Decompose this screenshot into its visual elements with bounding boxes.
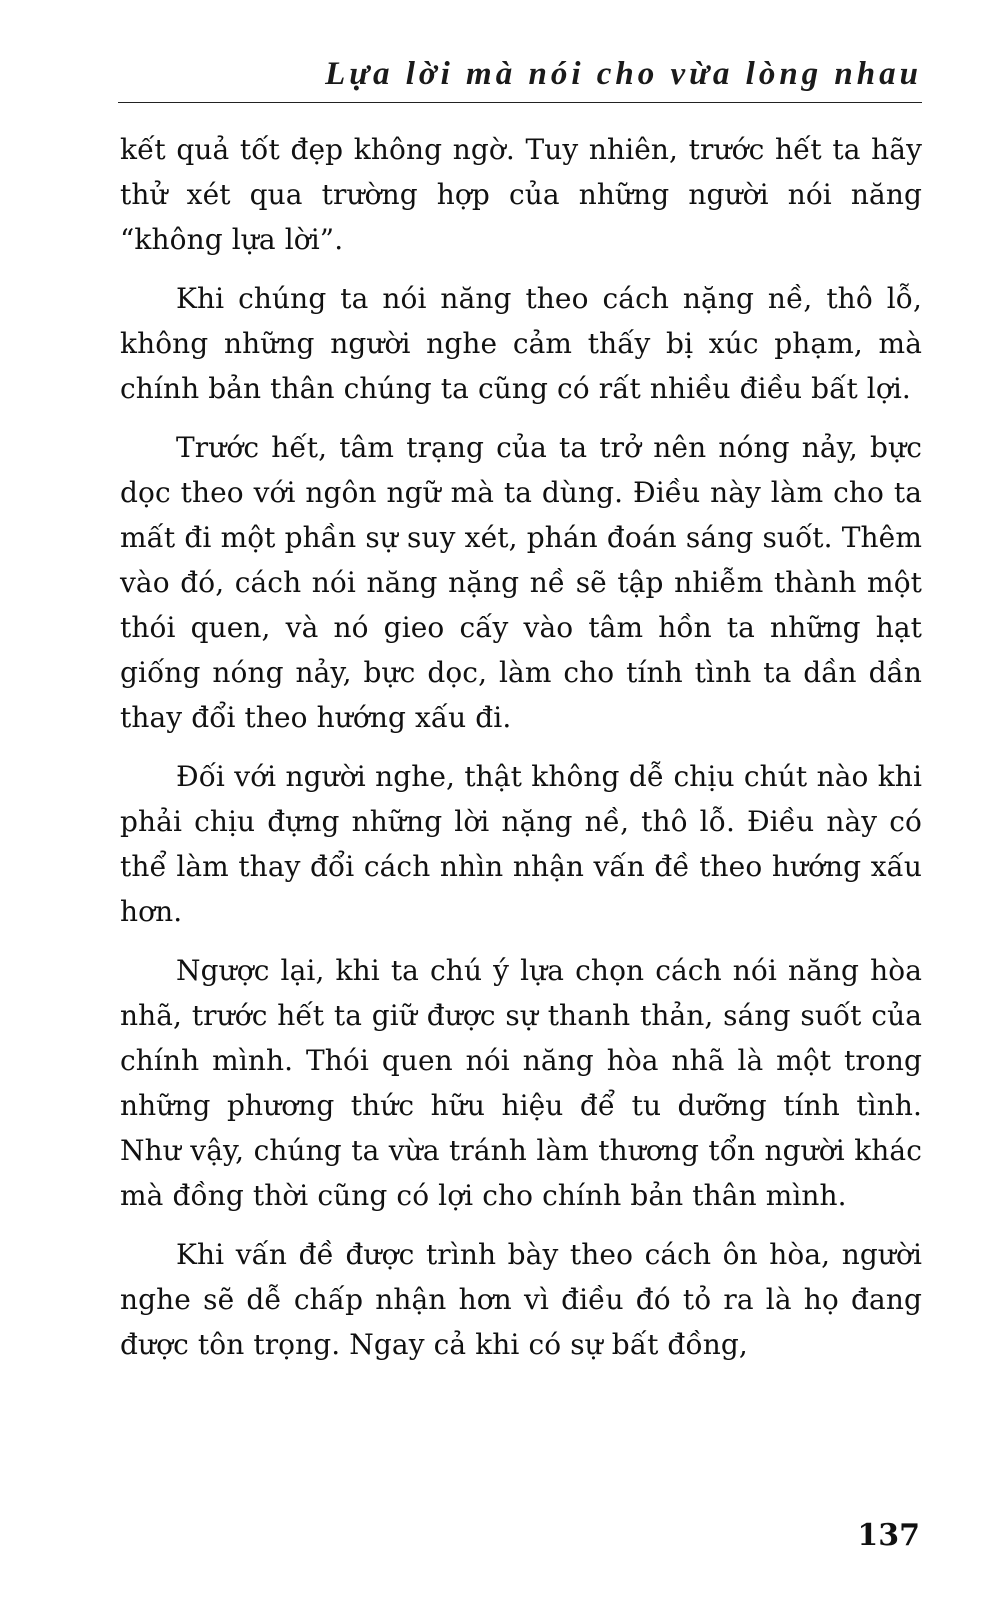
page-number: 137 xyxy=(857,1518,920,1553)
paragraph-3: Trước hết, tâm trạng của ta trở nên nóng nảy, bực dọc theo với ngôn ngữ mà ta dùng. Điều này làm cho ta mất đi một phần sự suy xét, phán đoán sáng suốt. Thêm vào đó, cách nói năng nặng nề sẽ tập nhiễm thành một thói quen, và nó gieo cấy vào tâm hồn ta những hạt giống nóng nảy, bực dọc, làm cho tính tình ta dần dần thay đổi theo hướng xấu đi. xyxy=(120,431,922,734)
paragraph-1: kết quả tốt đẹp không ngờ. Tuy nhiên, trước hết ta hãy thử xét qua trường hợp của những người nói năng “không lựa lời”. xyxy=(120,133,922,256)
page-body xyxy=(120,127,922,1381)
running-title: Lựa lời mà nói cho vừa lòng nhau xyxy=(325,56,922,92)
paragraph-5: Ngược lại, khi ta chú ý lựa chọn cách nói năng hòa nhã, trước hết ta giữ được sự thanh thản, sáng suốt của chính mình. Thói quen nói năng hòa nhã là một trong những phương thức hữu hiệu để tu dưỡng tính tình. Như vậy, chúng ta vừa tránh làm thương tổn người khác mà đồng thời cũng có lợi cho chính bản thân mình. xyxy=(120,954,922,1212)
paragraph-6: Khi vấn đề được trình bày theo cách ôn hòa, người nghe sẽ dễ chấp nhận hơn vì điều đó tỏ ra là họ đang được tôn trọng. Ngay cả khi có sự bất đồng, xyxy=(120,1238,922,1361)
running-header xyxy=(118,52,922,103)
paragraph-2: Khi chúng ta nói năng theo cách nặng nề, thô lỗ, không những người nghe cảm thấy bị xúc phạm, mà chính bản thân chúng ta cũng có rất nhiều điều bất lợi. xyxy=(120,282,922,405)
paragraph-4: Đối với người nghe, thật không dễ chịu chút nào khi phải chịu đựng những lời nặng nề, thô lỗ. Điều này có thể làm thay đổi cách nhìn nhận vấn đề theo hướng xấu hơn. xyxy=(120,760,922,928)
